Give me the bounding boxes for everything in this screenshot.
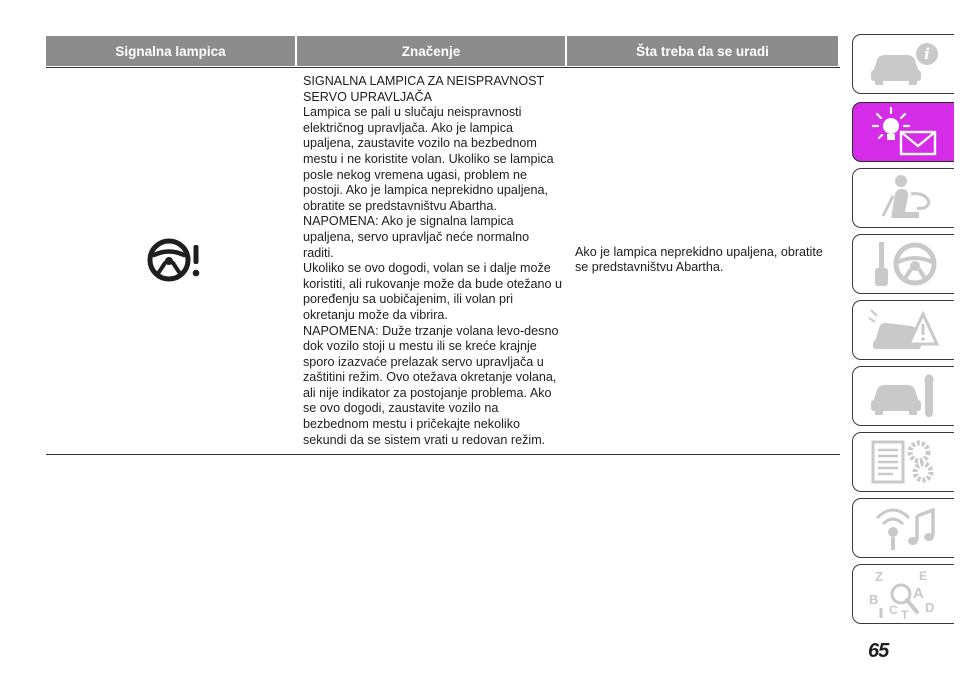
warning-light-message-icon [867,106,941,158]
index-letter: A [912,585,924,602]
warning-light-table [46,36,840,455]
tab-technical-data[interactable] [852,432,954,492]
warning-light-cell [46,68,295,452]
steering-wheel-exclamation-icon [142,228,206,292]
tab-starting-driving[interactable] [852,234,954,294]
key-steering-wheel-icon [867,238,941,290]
meaning-cell [295,68,563,452]
index-letter: E [918,569,927,583]
tab-index[interactable] [852,564,954,624]
header-what-to-do: Šta treba da se uradi [567,36,838,66]
tab-car-info[interactable] [852,34,954,94]
what-to-do-cell [563,68,834,452]
spec-sheet-gears-icon [867,436,941,488]
tab-emergency[interactable] [852,300,954,360]
table-header [46,36,840,66]
car-info-icon [867,38,941,90]
index-letter: C [888,603,898,617]
tab-warning-lights-messages[interactable] [852,102,954,162]
tab-multimedia[interactable] [852,498,954,558]
table-bottom-rule [46,454,840,455]
alphabet-index-search-icon [867,568,941,620]
seat-airbag-icon [867,172,941,224]
what-to-do-text: Ako je lampica neprekidno upaljena, obratite se predstavništvu Abartha. [575,244,823,275]
index-letter: Z [874,569,883,584]
index-letter: D [924,600,934,615]
svg-text:i: i [923,45,930,63]
header-warning-light: Signalna lampica [46,36,295,66]
signal-music-icon [867,502,941,554]
car-breakdown-warning-icon [867,304,941,356]
car-wrench-icon [867,370,941,422]
index-letter: T [900,608,908,620]
page-number: 65 [868,640,889,662]
meaning-text: SIGNALNA LAMPICA ZA NEISPRAVNOST SERVO UPRAVLJAČA Lampica se pali u slučaju neispravnosti električnog upravljača. Ako je lampica upaljena, zaustavite vozilo na bezbednom mestu i ne koristite volan. Ukoliko se lampica posle nekog vremena ugasi, problem ne postoji. Ako je lampica neprekidno upaljena, obratite se predstavništvu Abartha. NAPOMENA: Ako je signalna lampica upaljena, servo upravljač neće normalno raditi. Ukoliko se ovo dogodi, volan se i dalje može koristiti, ali rukovanje može da bude otežano u poređenju sa uobičajenim, ili volan pri okretanju može da vibrira. NAPOMENA: Duže trzanje volana levo-desno dok vozilo stoji u mestu ili se kreće krajnje sporo izazvaće prelazak servo upravljača u zaštitini režim. Ovo otežava okretanje volana, ali nije indikator za postojanje problema. Ako se ovo dogodi, zaustavite vozilo na bezbednom mestu i pričekajte nekoliko sekundi da se sistem vrati u redovan režim. [303,74,563,447]
tab-servicing[interactable] [852,366,954,426]
tab-safety[interactable] [852,168,954,228]
table-row [46,68,840,452]
index-letter: B [868,592,878,607]
header-meaning: Značenje [297,36,565,66]
